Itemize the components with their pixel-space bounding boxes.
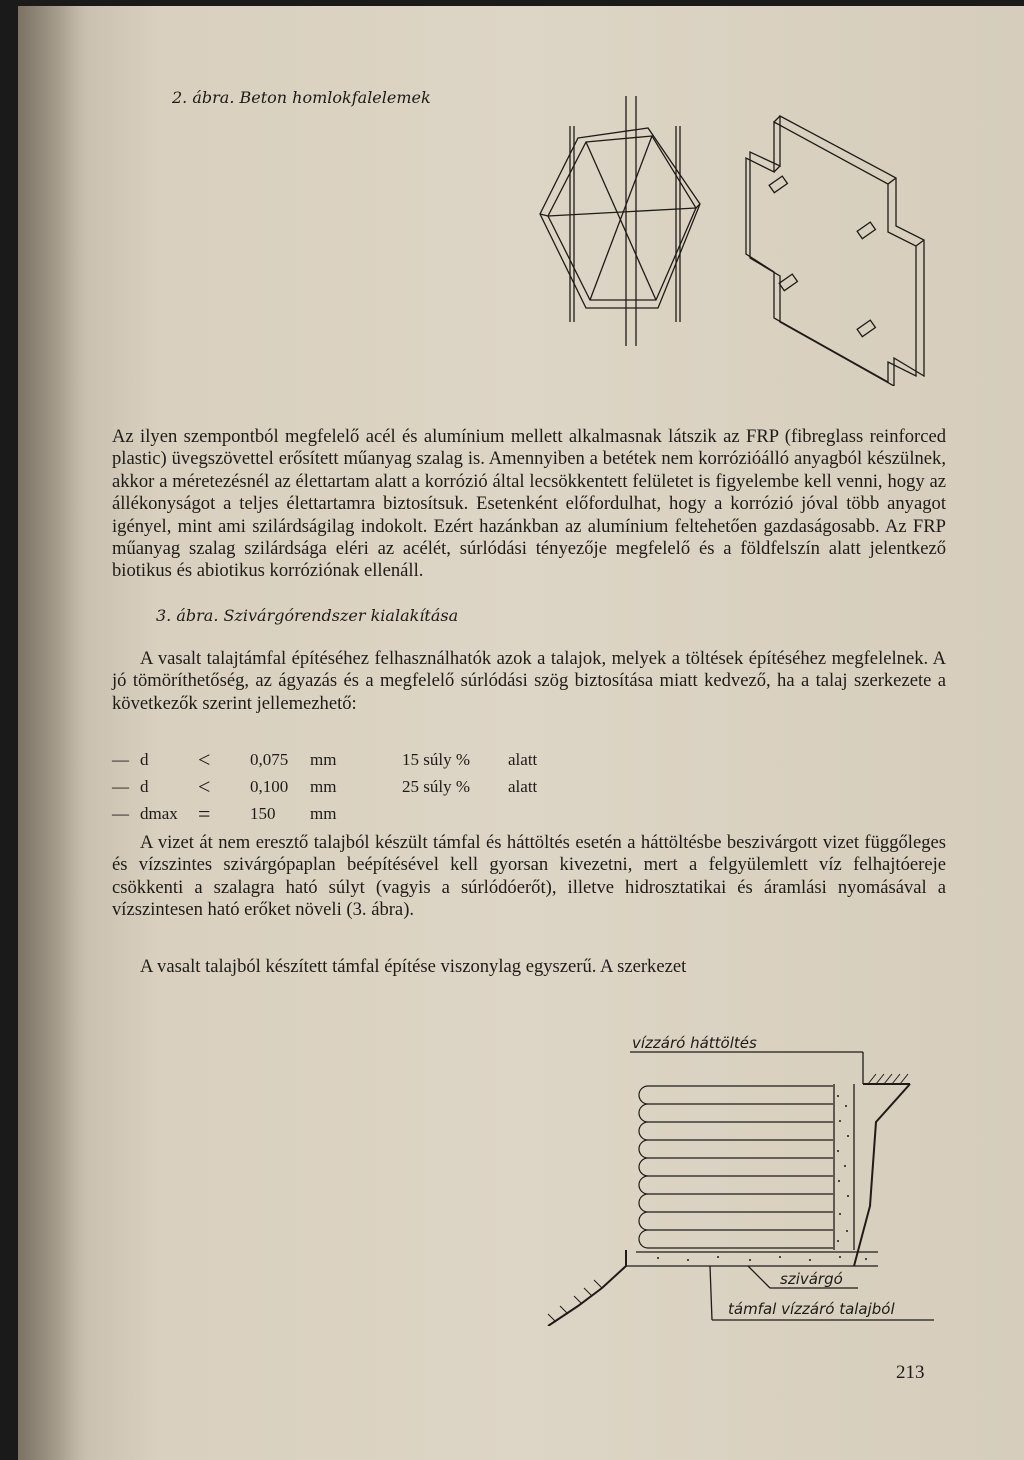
book-page xyxy=(18,6,1024,1460)
figure-3-label-drain: szivárgó xyxy=(780,1270,843,1288)
paragraph-4-text: A vasalt talajból készített támfal építése viszonylag egyszerű. A szerkezet xyxy=(140,956,687,977)
spec-dash: — xyxy=(112,804,129,823)
spec-row xyxy=(112,747,582,777)
spec-dash: — xyxy=(112,777,129,796)
spec-percent: 15 súly % xyxy=(402,750,470,769)
spec-unit: mm xyxy=(310,777,337,796)
spec-relation: < xyxy=(198,747,211,772)
spec-symbol: d xyxy=(140,750,149,769)
spec-value: 0,100 xyxy=(250,777,289,796)
paragraph-4 xyxy=(112,956,946,978)
figure-3-label-wall: támfal vízzáró talajból xyxy=(728,1300,895,1318)
spec-where: alatt xyxy=(508,777,538,796)
spec-row xyxy=(112,774,582,804)
figure-2-caption: 2. ábra. Beton homlokfalelemek xyxy=(172,88,431,107)
figure-3-caption: 3. ábra. Szivárgórendszer kialakítása xyxy=(156,606,459,625)
spec-value: 150 xyxy=(250,804,276,823)
spec-unit: mm xyxy=(310,804,337,823)
spec-dash: — xyxy=(112,750,129,769)
paragraph-1-text: Az ilyen szempontból megfelelő acél és alumínium mellett alkalmasnak látszik az FRP (fibreglass reinforced plastic) üvegszövettel erősített műanyag szalag is. Amennyiben a betétek nem korrózióálló anyagból készülnek, akkor a méretezésnél az élettartam alatt a korrózió által lecsökkentett felületet is figyelembe kell venni, hogy az állékonyságot a teljes élettartamra biztosítsuk. Esetenként előfordulhat, hogy a korrózió jóval több anyagot igényel, mint ami szilárdságilag indokolt. Ezért hazánkban az alumínium feltehetően gazdaságosabb. Az FRP műanyag szalag szilárdsága eléri az acélét, súrlódási tényezője megfelelő és a földfelszín alatt jelentkező biotikus és abiotikus korróziónak ellenáll. xyxy=(112,426,946,582)
page-number: 213 xyxy=(896,1362,925,1383)
spec-symbol: d xyxy=(140,777,149,796)
grain-size-spec-list xyxy=(112,747,582,831)
spec-symbol: dmax xyxy=(140,804,178,823)
figure-2-drawing xyxy=(518,86,938,386)
paragraph-2-text: A vasalt talajtámfal építéséhez felhasználhatók azok a talajok, melyek a töltések építéséhez megfelelnek. A jó tömöríthetőség, az ágyazás és a megfelelő súrlódási szög biztosítása miatt kedvező, ha a talaj szerkezete a következők szerint jellemezhető: xyxy=(112,648,946,714)
figure-3-label-top: vízzáró háttöltés xyxy=(632,1034,757,1052)
paragraph-1 xyxy=(112,426,946,583)
paragraph-3 xyxy=(112,832,946,922)
spec-relation: < xyxy=(198,774,211,799)
spec-percent: 25 súly % xyxy=(402,777,470,796)
spec-value: 0,075 xyxy=(250,750,289,769)
paragraph-3-text: A vizet át nem eresztő talajból készült támfal és háttöltés esetén a háttöltésbe beszivárgott vizet függőleges és vízszintes szivárgópaplan beépítésével kell gyorsan kivezetni, mert a felgyülemlett víz felhajtóereje csökkenti a szalagra ható súlyt (vagyis a súrlódóerőt), illetve hidrosztatikai és áramlási nyomásával a vízszintesen ható erőket növeli (3. ábra). xyxy=(112,832,946,921)
spec-row xyxy=(112,801,582,831)
spec-relation: = xyxy=(198,801,211,826)
figure-3-drawing xyxy=(518,1026,938,1326)
spec-unit: mm xyxy=(310,750,337,769)
spec-where: alatt xyxy=(508,750,538,769)
paragraph-2 xyxy=(112,648,946,715)
